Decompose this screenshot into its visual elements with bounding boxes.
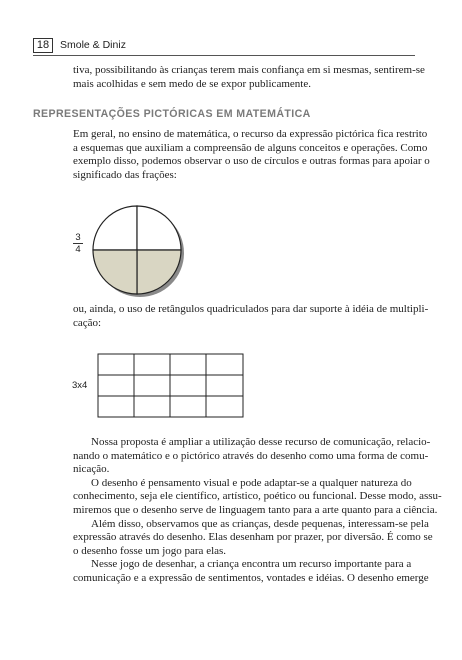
circle-quarter-top-right <box>137 206 181 250</box>
text-line: o desenho fosse um jogo para elas. <box>73 544 227 557</box>
header-rule <box>33 55 415 56</box>
text-line: Nossa proposta é ampliar a utilização desse recurso de comunicação, relacio- <box>91 436 431 448</box>
grid-label: 3x4 <box>72 380 88 391</box>
paragraph-fractions <box>73 128 430 182</box>
text-line: comunicação e a expressão de sentimentos, vontades e idéias. O desenho emerge <box>73 571 429 584</box>
circle-quarter-top-left <box>93 206 137 250</box>
text-line: exemplo disso, podemos observar o uso de círculos e outras formas para apoiar o <box>73 155 430 168</box>
circle-quarter-bottom-right <box>137 250 181 294</box>
section-heading: REPRESENTAÇÕES PICTÓRICAS EM MATEMÁTICA <box>33 108 311 120</box>
text-line: nando o matemático e o pictórico através do desenho como uma forma de comu- <box>73 449 429 462</box>
intro-paragraph <box>73 64 425 91</box>
running-header-authors: Smole & Diniz <box>60 39 126 51</box>
text-line: Nesse jogo de desenhar, a criança encontra um recurso importante para a <box>91 558 412 571</box>
text-line: Além disso, observamos que as crianças, desde pequenas, interessam-se pela <box>91 517 429 530</box>
multiplication-grid-figure <box>97 353 247 421</box>
paragraph-multiplication <box>73 303 429 330</box>
fraction-label <box>72 232 84 255</box>
fraction-numerator: 3 <box>75 232 81 243</box>
text-line: tiva, possibilitando às crianças terem mais confiança em si mesmas, sentirem-se <box>73 64 425 76</box>
text-line: miremos que o desenho serve de linguagem tanto para a arte quanto para a ciência. <box>73 503 438 516</box>
text-line: significado das frações: <box>73 168 177 181</box>
text-line: ou, ainda, o uso de retângulos quadriculados para dar suporte à idéia de multipli- <box>73 303 429 315</box>
text-line: mais acolhidas e sem medo de se expor publicamente. <box>73 77 311 90</box>
fraction-denominator: 4 <box>75 244 81 255</box>
text-line: expressão através do desenho. Elas desenham por prazer, por diversão. É como se <box>73 531 433 544</box>
paragraph-proposal <box>73 436 442 586</box>
page-number: 18 <box>33 38 53 53</box>
fraction-circle-figure <box>90 203 190 303</box>
text-line: nicação. <box>73 463 110 476</box>
text-line: a esquemas que auxiliam a compreensão de alguns conceitos e operações. Como <box>73 141 428 154</box>
text-line: conhecimento, seja ele científico, artístico, poético ou funcional. Desse modo, assu- <box>73 490 442 503</box>
text-line: O desenho é pensamento visual e pode adaptar-se a qualquer natureza do <box>91 476 412 489</box>
text-line: cação: <box>73 316 102 329</box>
circle-quarter-bottom-left <box>93 250 137 294</box>
text-line: Em geral, no ensino de matemática, o recurso da expressão pictórica fica restrito <box>73 128 428 140</box>
